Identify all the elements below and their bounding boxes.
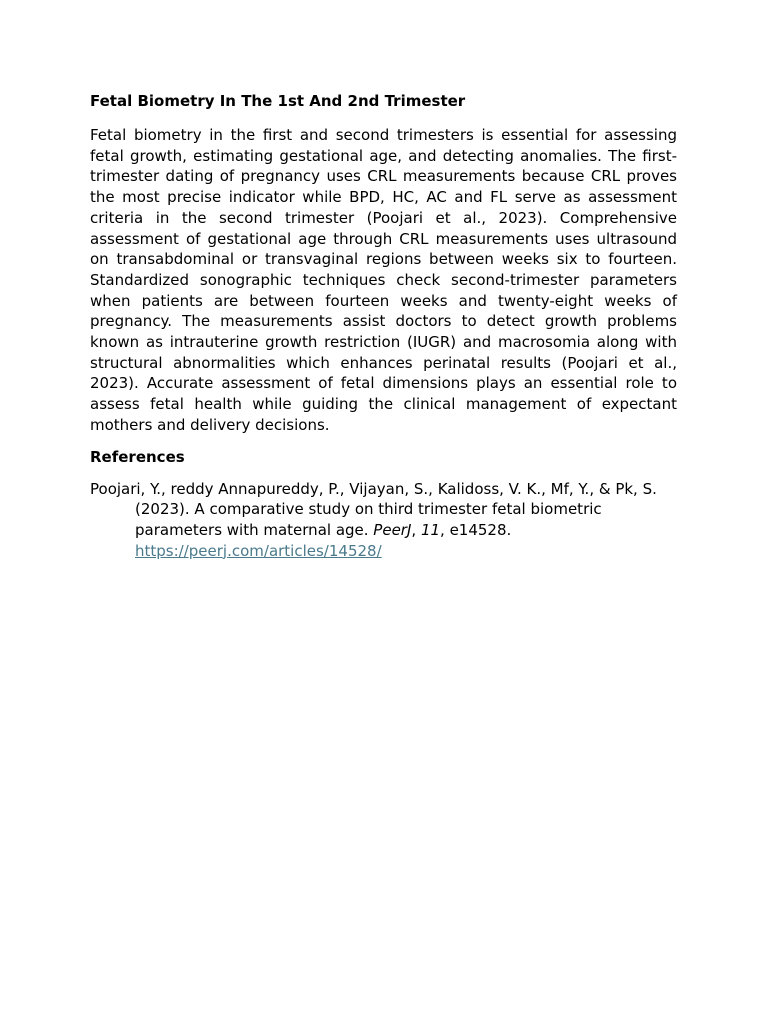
body-paragraph: Fetal biometry in the first and second trimesters is essential for assessing fetal growth, estimating gestational age, and detecting anomalies. The first-trimester dating of pregnancy uses CRL measurements because CRL proves the most precise indicator while BPD, HC, AC and FL serve as assessment criteria in the second trimester (Poojari et al., 2023). Comprehensive assessment of gestational age through CRL measurements uses ultrasound on transabdominal or transvaginal regions between weeks six to fourteen. Standardized sonographic techniques check second-trimester parameters when patients are between fourteen weeks and twenty-eight weeks of pregnancy. The measurements assist doctors to detect growth problems known as intrauterine growth restriction (IUGR) and macrosomia along with structural abnormalities which enhances perinatal results (Poojari et al., 2023). Accurate assessment of fetal dimensions plays an essential role to assess fetal health while guiding the clinical management of expectant mothers and delivery decisions. (90, 126, 677, 434)
section-heading: Fetal Biometry In The 1st And 2nd Trimester (90, 92, 466, 110)
document-page (90, 90, 677, 561)
reference-article-id: , e14528. (440, 520, 512, 539)
reference-authors-title: Poojari, Y., reddy Annapureddy, P., Vijayan, S., Kalidoss, V. K., Mf, Y., & Pk, S. (2023). A comparative study on third trimester fetal biometric parameters with maternal age. (90, 479, 657, 539)
references-heading: References (90, 447, 185, 466)
reference-journal: PeerJ (373, 520, 412, 539)
reference-separator: , (411, 520, 421, 539)
reference-entry (90, 479, 677, 562)
reference-volume: 11 (420, 520, 441, 539)
reference-link[interactable]: https://peerj.com/articles/14528/ (135, 541, 382, 560)
